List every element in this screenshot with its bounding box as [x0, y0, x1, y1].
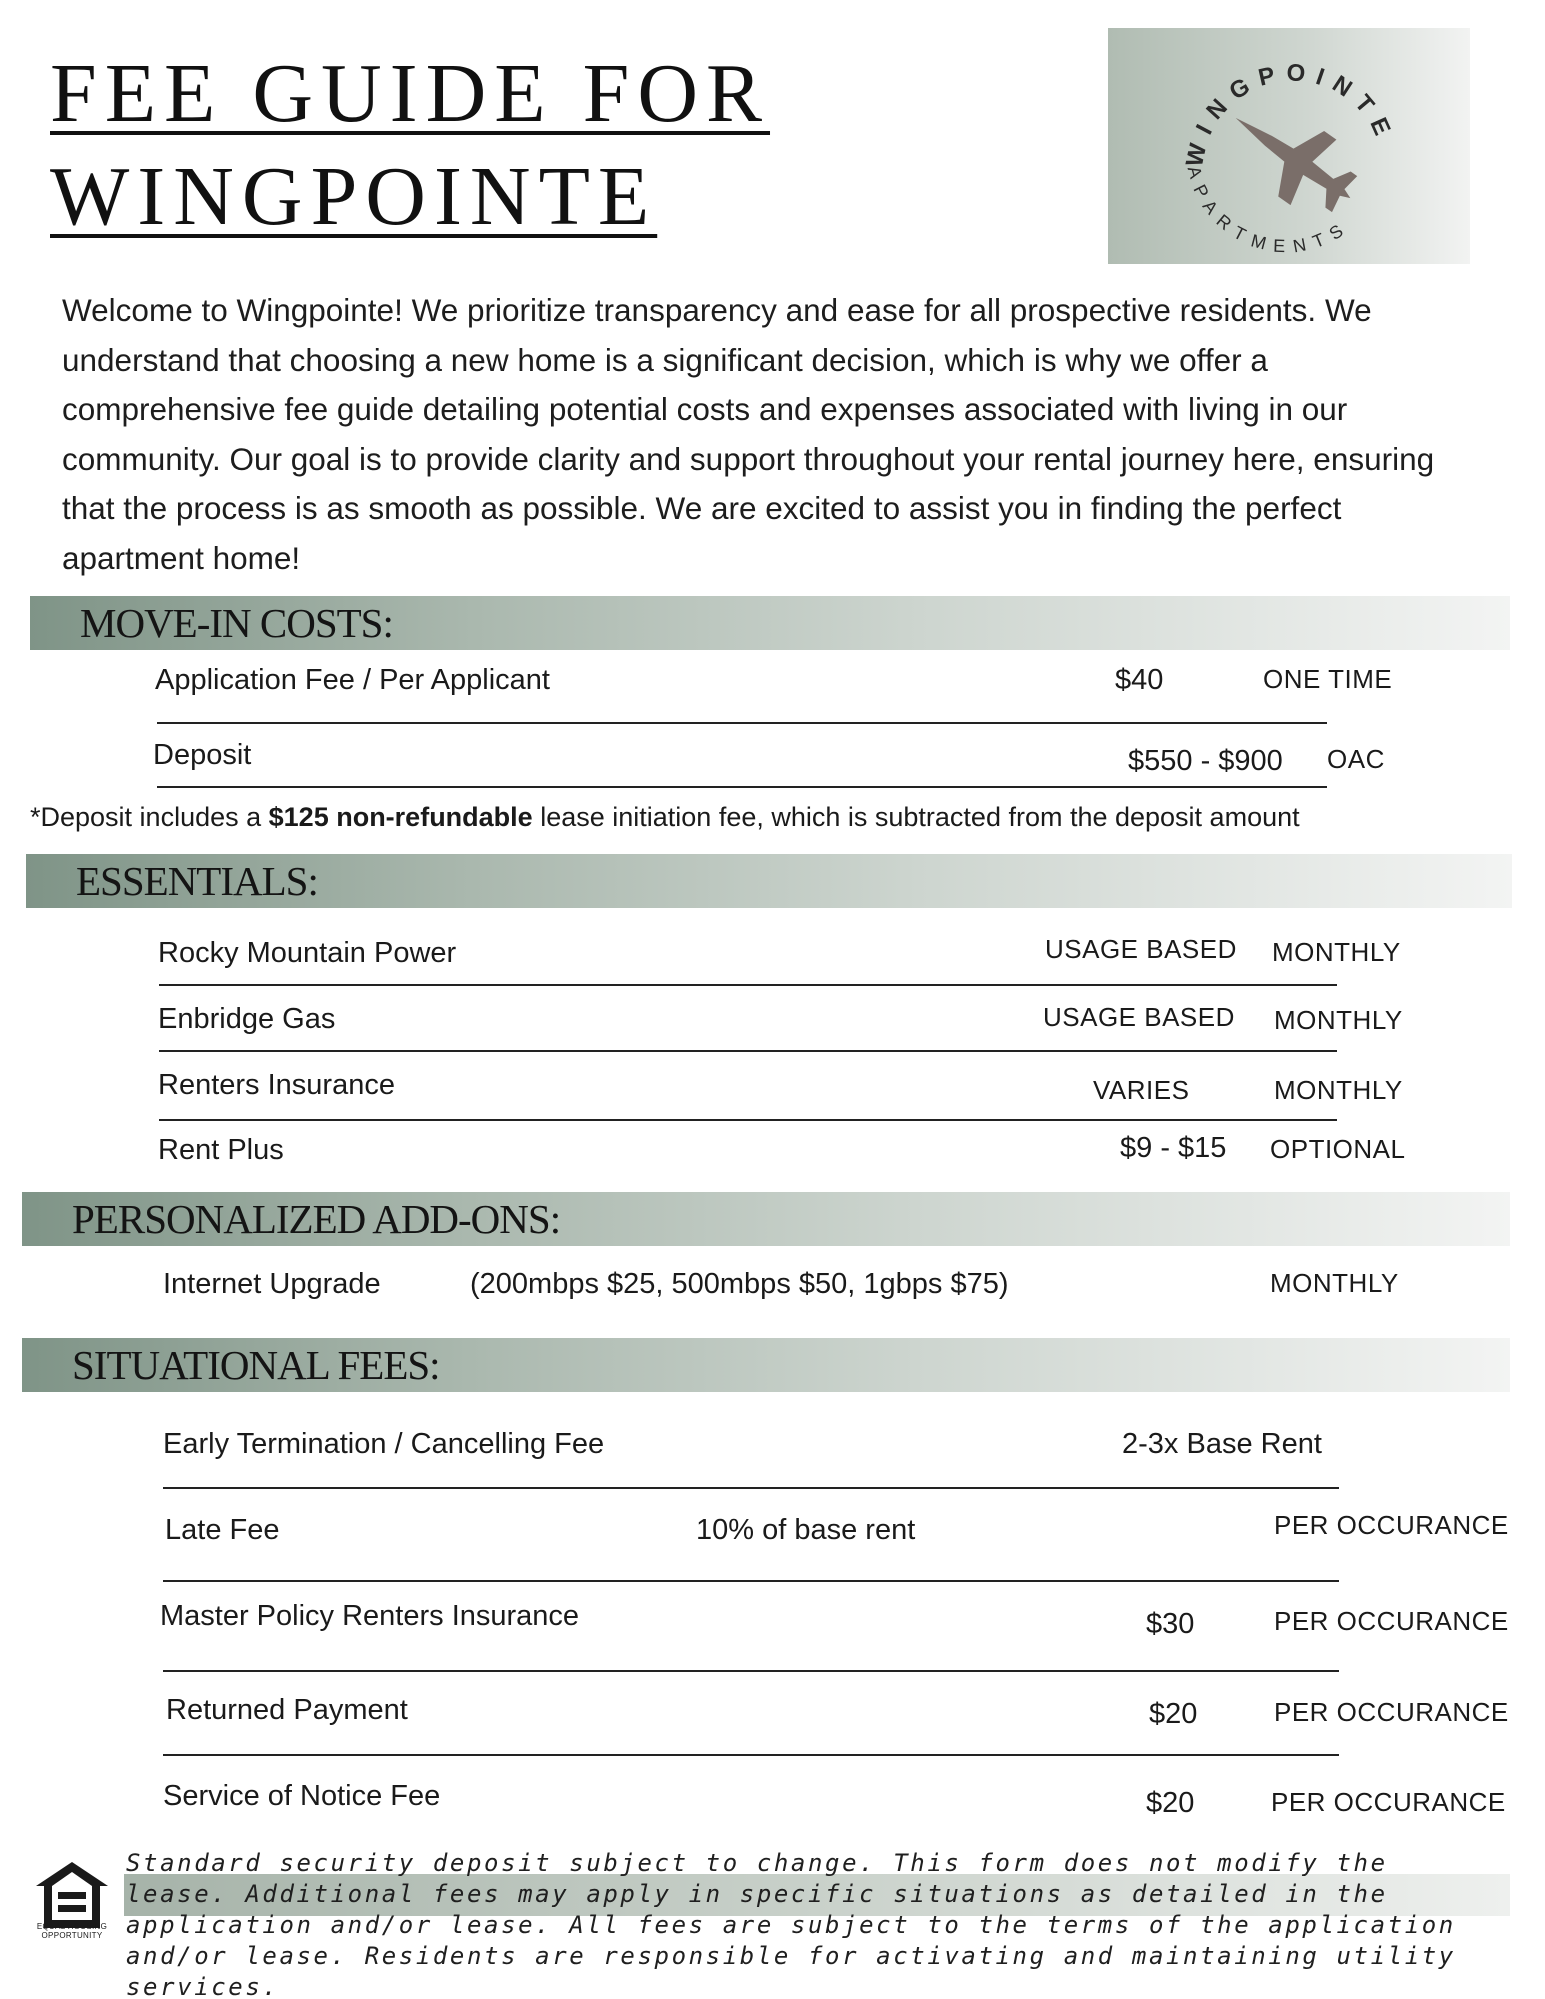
- fee-name: Internet Upgrade: [163, 1268, 381, 1300]
- fee-amount: USAGE BASED: [1043, 1002, 1235, 1032]
- page-title-line-1: FEE GUIDE FOR: [50, 47, 771, 140]
- fee-amount: VARIES: [1093, 1075, 1190, 1105]
- section-heading-essentials: ESSENTIALS:: [76, 858, 318, 904]
- row-divider: [159, 1119, 1337, 1121]
- fee-amount: $40: [1115, 664, 1164, 696]
- intro-paragraph: Welcome to Wingpointe! We prioritize transparency and ease for all prospective residents. We understand that choosing a new home is a significant decision, which is why we offer a comprehensive fee guide detailing potential costs and expenses associated with living in our community. Our goal is to provide clarity and support throughout your rental journey here, ensuring that the process is as smooth as possible. We are excited to assist you in finding the perfect apartment home!: [62, 292, 1435, 576]
- fee-name: Application Fee / Per Applicant: [155, 664, 550, 696]
- row-divider: [163, 1487, 1339, 1489]
- fee-amount: $20: [1149, 1698, 1198, 1730]
- fee-frequency: PER OCCURANCE: [1274, 1606, 1509, 1636]
- eho-label: EQUAL HOUSING OPPORTUNITY: [36, 1922, 108, 1940]
- fee-frequency: MONTHLY: [1274, 1075, 1403, 1105]
- fee-frequency: MONTHLY: [1274, 1005, 1403, 1035]
- row-divider: [157, 786, 1327, 788]
- fee-frequency: OPTIONAL: [1270, 1134, 1406, 1164]
- fee-name: Deposit: [153, 739, 252, 771]
- fee-name: Renters Insurance: [158, 1069, 395, 1101]
- section-heading-addons: PERSONALIZED ADD-ONS:: [72, 1196, 561, 1242]
- logo-ring-bottom: APARTMENTS: [1183, 163, 1355, 257]
- fee-frequency: PER OCCURANCE: [1274, 1510, 1509, 1540]
- fee-name: Rocky Mountain Power: [158, 937, 457, 969]
- row-divider: [159, 984, 1337, 986]
- section-heading-move-in: MOVE-IN COSTS:: [80, 600, 393, 646]
- note-bold: $125 non-refundable: [268, 802, 533, 832]
- section-band-addons: [22, 1192, 1510, 1246]
- row-divider: [163, 1670, 1339, 1672]
- fee-name: Master Policy Renters Insurance: [160, 1600, 580, 1632]
- row-divider: [163, 1754, 1339, 1756]
- fee-amount: $550 - $900: [1128, 745, 1283, 777]
- fee-frequency: PER OCCURANCE: [1274, 1697, 1509, 1727]
- fee-detail: (200mbps $25, 500mbps $50, 1gbps $75): [470, 1268, 1009, 1300]
- page-title-line-2: WINGPOINTE: [50, 150, 658, 243]
- fee-name: Service of Notice Fee: [163, 1780, 441, 1812]
- fee-amount: 10% of base rent: [696, 1514, 916, 1546]
- fee-name: Enbridge Gas: [158, 1003, 336, 1035]
- fee-frequency: PER OCCURANCE: [1271, 1787, 1506, 1817]
- row-divider: [159, 1050, 1337, 1052]
- row-divider: [157, 722, 1327, 724]
- fee-name: Late Fee: [165, 1514, 280, 1546]
- fee-amount: $20: [1146, 1787, 1195, 1819]
- section-heading-situational: SITUATIONAL FEES:: [72, 1342, 440, 1388]
- fee-name: Rent Plus: [158, 1134, 284, 1166]
- fee-frequency: MONTHLY: [1270, 1268, 1399, 1298]
- section-band-situational: [22, 1338, 1510, 1392]
- deposit-note: [30, 802, 1300, 833]
- logo-ring-top: WINGPOINTE: [1181, 59, 1400, 170]
- fee-name: Returned Payment: [166, 1694, 408, 1726]
- fee-amount: $30: [1146, 1608, 1195, 1640]
- fee-amount: $9 - $15: [1120, 1132, 1227, 1164]
- fee-frequency: ONE TIME: [1263, 664, 1393, 694]
- fee-name: Early Termination / Cancelling Fee: [163, 1428, 605, 1460]
- section-band-move-in: [30, 596, 1510, 650]
- fee-frequency: MONTHLY: [1272, 937, 1401, 967]
- row-divider: [163, 1580, 1339, 1582]
- footer-disclaimer: Standard security deposit subject to change. This form does not modify the lease. Additional fees may apply in specific situations as detailed in the application and/or lease. All fees are subject to the terms of the application and/or lease. Residents are responsible for activating and maintaining utility services.: [126, 1849, 1456, 1999]
- section-band-essentials: [26, 854, 1512, 908]
- wingpointe-logo: [1108, 28, 1470, 264]
- note-prefix: *Deposit includes a: [30, 802, 269, 832]
- fee-amount: 2-3x Base Rent: [1122, 1428, 1322, 1460]
- fee-amount: USAGE BASED: [1045, 934, 1237, 964]
- fee-frequency: OAC: [1327, 744, 1385, 774]
- note-suffix: lease initiation fee, which is subtracted from the deposit amount: [532, 802, 1300, 832]
